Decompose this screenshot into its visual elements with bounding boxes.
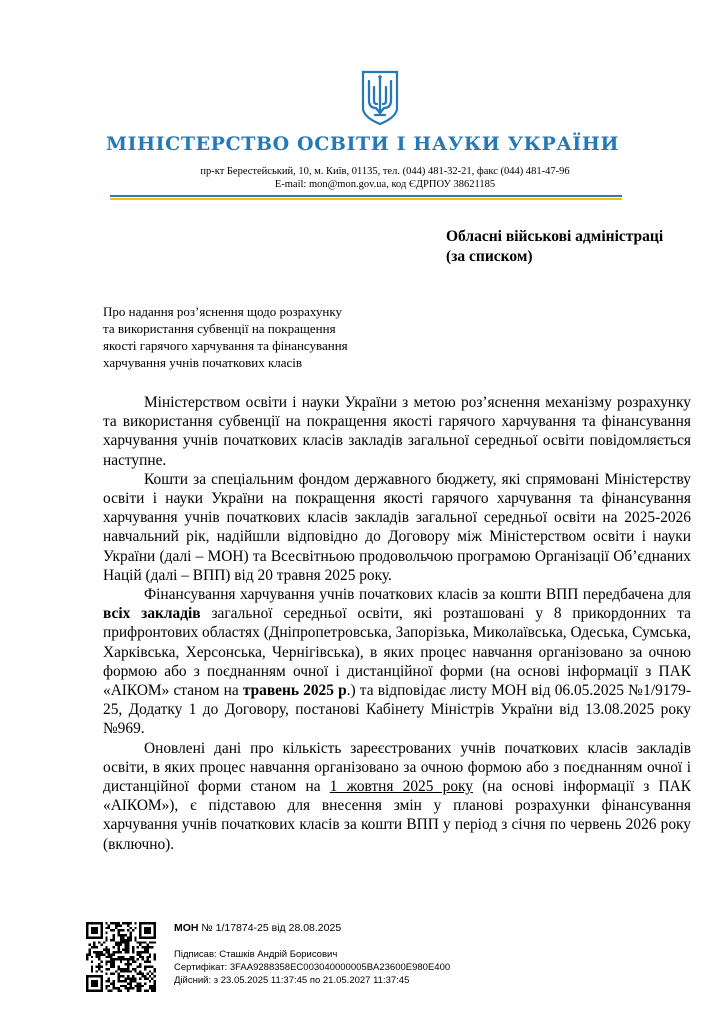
qr-code-icon xyxy=(86,922,156,992)
body-emphasis: травень 2025 р xyxy=(242,682,347,700)
header-divider-blue xyxy=(110,195,622,197)
certificate-id: Сертифікат: 3FAA9288358EC003040000005BA23600E980E400 xyxy=(174,962,451,973)
body-underlined-date: 1 жовтня 2025 року xyxy=(329,778,473,796)
subject-line: та використання субвенції на покращення xyxy=(103,321,336,336)
tryzub-icon xyxy=(360,70,400,126)
registration-number xyxy=(174,922,450,935)
registration-label: МОН xyxy=(174,922,199,934)
body-paragraph-1: Міністерством освіти і науки України з метою роз’яснення механізму розрахунку та використання субвенції на покращення якості гарячого харчування та фінансування харчування учнів початкових класів закладів загальної середньої освіти повідомляється наступне. xyxy=(103,394,691,469)
ministry-title: МІНІСТЕРСТВО ОСВІТИ І НАУКИ УКРАЇНИ xyxy=(105,133,620,155)
body-paragraph-2: Кошти за спеціальним фондом державного бюджету, які спрямовані Міністерству освіти і науки України на покращення якості гарячого харчування та фінансування харчування учнів початкових класів закладів загальної середньої освіти на 2025-2026 навчальний рік, надійшли відповідно до Договору між Міністерством освіти і науки України (далі – МОН) та Всесвітньою продовольчою програмою Організації Об’єднаних Націй (далі – ВПП) від 20 травня 2025 року. xyxy=(103,470,691,584)
certificate-validity: Дійсний: з 23.05.2025 11:37:45 по 21.05.2027 11:37:45 xyxy=(174,975,410,986)
body-paragraph-3 xyxy=(103,585,691,739)
body-text: Оновлені дані про кількість зареєстрованих учнів початкових класів закладів освіти, в яких процес навчання організовано за очною формою або з поєднанням очної і дистанційної форми станом на xyxy=(103,739,691,796)
body-text: загальної середньої освіти, які розташовані у 8 прикордонних та прифронтових областях (Дніпропетровська, Запорізька, Миколаївська, Одеська, Сумська, Харківська, Херсонська, Чернігівська), в яких процес навчання організовано за очною формою або з поєднанням очної і дистанційної форми (на основі інформації з ПАК «АІКОМ» станом на xyxy=(103,605,691,700)
letter-subject xyxy=(103,303,348,371)
header-divider-yellow xyxy=(110,198,622,200)
ministry-email: E-mail: mon@mon.gov.ua, код ЄДРПОУ 38621185 xyxy=(274,179,496,190)
body-text: (на основі інформації з ПАК «АІКОМ»), є підставою для внесення змін у планові розрахунки фінансування харчування учнів початкових класів за кошти ВПП у період з січня по червень 2026 року (включно). xyxy=(103,778,691,853)
subject-line: якості гарячого харчування та фінансування xyxy=(103,338,348,353)
registration-value: № 1/17874-25 від 28.08.2025 xyxy=(198,922,342,934)
body-emphasis: всіх закладів xyxy=(103,605,201,623)
addressee-line: Обласні військові адміністраці xyxy=(446,228,664,245)
body-text: .) та відповідає листу МОН від 06.05.2025 №1/9179-25, Додатку 1 до Договору, постанові Кабінету Міністрів України від 13.08.2025 року №969. xyxy=(103,682,691,738)
letter-body xyxy=(103,393,691,854)
subject-line: Про надання роз’яснення щодо розрахунку xyxy=(103,304,342,319)
ministry-address: пр-кт Берестейський, 10, м. Київ, 01135, тел. (044) 481-32-21, факс (044) 481-47-96 xyxy=(200,166,570,177)
addressee-note: (за списком) xyxy=(446,248,533,265)
body-text: Фінансування харчування учнів початкових класів за кошти ВПП передбачена для xyxy=(144,586,691,604)
ministry-contacts xyxy=(150,165,620,191)
addressee xyxy=(446,227,663,267)
subject-line: харчування учнів початкових класів xyxy=(103,355,303,370)
body-paragraph-4 xyxy=(103,739,691,854)
signature-block xyxy=(174,922,450,987)
signer-name: Підписав: Сташків Андрій Борисович xyxy=(174,949,338,960)
